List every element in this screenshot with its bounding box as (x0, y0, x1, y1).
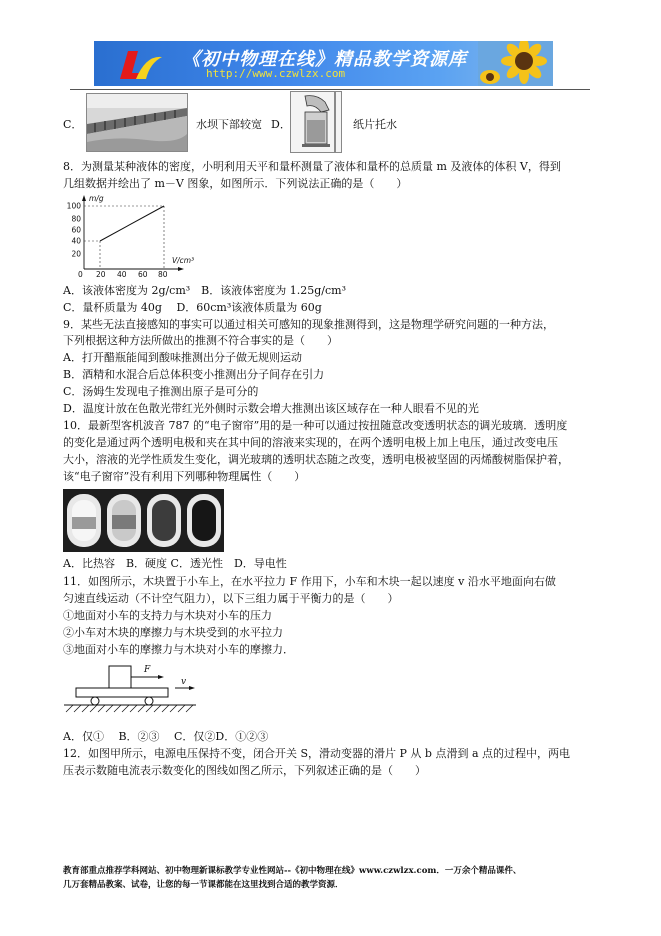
wooden-block (109, 666, 131, 688)
q8-stem-line2: 几组数据并绘出了 m－V 图象，如图所示．下列说法正确的是（ ） (63, 177, 408, 190)
force-arrowhead-icon (158, 675, 164, 679)
y-axis-label: m/g (89, 194, 104, 203)
x-tick-0: 0 (78, 270, 83, 279)
banner-title: 《初中物理在线》精品教学资源库 (182, 49, 467, 70)
q10-line2: 的变化是通过两个透明电极和夹在其中间的溶液来实现的，在两个透明电极上加上电压，通过改变电压 (63, 436, 558, 449)
q12-line1: 12．如图甲所示，电源电压保持不变，闭合开关 S，滑动变器的滑片 P 从 b 点滑到 a 点的过程中，两电 (63, 747, 571, 760)
q10-line1: 10．最新型客机波音 787 的“电子窗帘”用的是一种可以通过按扭随意改变透明状态的调光玻璃．透明度 (63, 419, 568, 432)
x-tick-40: 40 (117, 270, 127, 279)
cart-wheel-left (91, 697, 99, 705)
y-tick-40: 40 (71, 236, 81, 246)
q10-options: A．比热容 B．硬度 C．透光性 D．导电性 (63, 557, 287, 570)
header-banner (94, 41, 553, 86)
q11-line1: 11．如图所示，木块置于小车上，在水平拉力 F 作用下，小车和木块一起以速度 v 沿水平地面向右做 (63, 575, 556, 588)
q8-options-line2: C．量杯质量为 40g D．60cm³该液体质量为 60g (63, 301, 322, 314)
cart-wheel-right (145, 697, 153, 705)
q7-option-c-label: C． (63, 118, 83, 131)
q7-option-d-caption: 纸片托水 (353, 118, 397, 131)
cart-body (76, 688, 168, 697)
q11-item1: ①地面对小车的支持力与木块对小车的压力 (63, 609, 272, 622)
q9-stem-line1: 9．某些无法直接感知的事实可以通过相关可感知的现象推测得到，这是物理学研究问题的一种方法， (63, 318, 554, 331)
banner-url: http://www.czwlzx.com (206, 67, 346, 80)
q9-option-d: D．温度计放在色散光带红光外侧时示数会增大推测出该区域存在一种人眼看不见的光 (63, 402, 479, 415)
footer-line2: 几万套精品教案、试卷，让您的每一节课都能在这里找到合适的教学资源． (63, 880, 344, 890)
q10-line3: 大小，溶液的光学性质发生变化，调光玻璃的透明状态随之改变，透明电极被坚固的丙烯酸树脂保护着， (63, 453, 569, 466)
y-tick-100: 100 (66, 201, 81, 211)
x-tick-60: 60 (138, 270, 148, 279)
electronic-window-photo (63, 489, 224, 552)
q7-option-c-caption: 水坝下部较宽 (196, 118, 262, 131)
q9-option-c: C．汤姆生发现电子推测出原子是可分的 (63, 385, 259, 398)
header-rule (70, 89, 590, 90)
q11-item2: ②小车对木块的摩擦力与木块受到的水平拉力 (63, 626, 283, 639)
velocity-arrowhead-icon (189, 686, 195, 690)
y-tick-20: 20 (71, 249, 81, 259)
dam-photo (86, 93, 188, 152)
x-axis-label: V/cm³ (172, 256, 195, 265)
q11-options: A．仅① B．②③ C．仅②D．①②③ (63, 730, 269, 743)
paper-holds-water-photo (290, 91, 342, 153)
q9-option-a: A．打开醋瓶能闻到酸味推测出分子做无规则运动 (63, 351, 302, 364)
y-tick-60: 60 (71, 225, 81, 235)
q8-options-line1: A．该液体密度为 2g/cm³ B．该液体密度为 1.25g/cm³ (63, 284, 347, 297)
sunflower-icon (478, 41, 553, 86)
q10-line4: 该“电子窗帘”没有利用下列哪种物理属性（ ） (63, 470, 306, 483)
ground-hatching (66, 705, 193, 712)
m-v-line (100, 206, 164, 241)
force-label: F (144, 665, 151, 675)
y-tick-80: 80 (71, 214, 81, 224)
q12-line2: 压表示数随电流表示数变化的图线如图乙所示，下列叙述正确的是（ ） (63, 764, 426, 777)
cart-block-figure (62, 660, 202, 720)
q9-option-b: B．酒精和水混合后总体积变小推测出分子间存在引力 (63, 368, 325, 381)
q11-item3: ③地面对小车的摩擦力与木块对小车的摩擦力． (63, 643, 294, 656)
site-logo-icon (116, 45, 166, 83)
x-tick-80: 80 (158, 270, 168, 279)
x-axis-arrow-icon (178, 267, 184, 271)
velocity-label: v (181, 677, 187, 687)
y-axis-arrow-icon (82, 195, 86, 201)
q7-option-d-label: D． (271, 118, 291, 131)
q9-stem-line2: 下列根据这种方法所做出的推测不符合事实的是（ ） (63, 334, 338, 347)
q11-line2: 匀速直线运动（不计空气阻力），以下三组力属于平衡力的是（ ） (63, 592, 399, 605)
q8-stem-line1: 8．为测量某种液体的密度，小明利用天平和量杯测量了液体和量杯的总质量 m 及液体的体积 V，得到 (63, 160, 561, 173)
x-tick-20: 20 (96, 270, 106, 279)
footer-line1: 教育部重点推荐学科网站、初中物理新课标教学专业性网站--《初中物理在线》www.czwlzx.com．一万余个精品课件、 (63, 866, 522, 876)
m-v-graph (62, 191, 212, 279)
